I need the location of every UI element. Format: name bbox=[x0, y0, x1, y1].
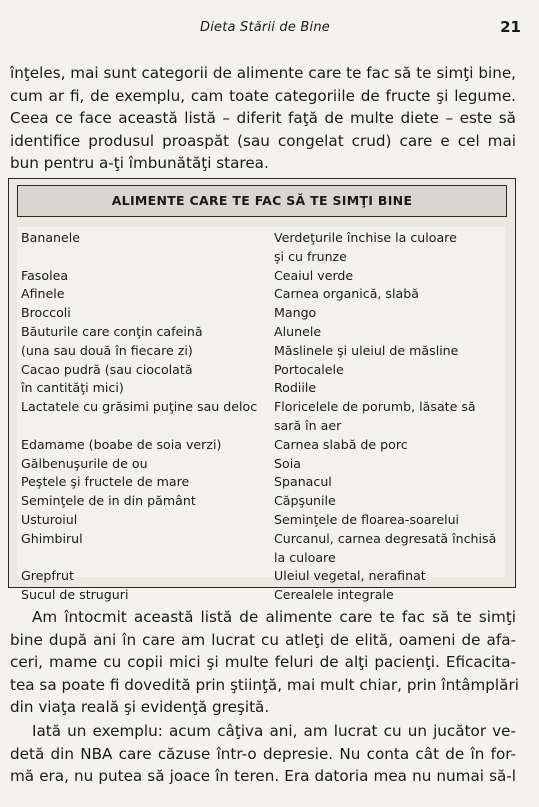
intro-paragraph bbox=[10, 62, 516, 175]
table-cell: Edamame (boabe de soia verzi) bbox=[21, 436, 222, 452]
table-cell: Peştele şi fructele de mare bbox=[21, 474, 190, 490]
table-body bbox=[17, 227, 505, 603]
table-cell: Rodiile bbox=[274, 380, 317, 396]
table-cell: Ghimbirul bbox=[21, 530, 83, 546]
table-cell: Căpşunile bbox=[274, 493, 336, 509]
table-cell: Soia bbox=[274, 455, 301, 471]
table-cell: Cerealele integrale bbox=[274, 587, 394, 603]
left-column bbox=[21, 229, 257, 605]
text-line: detă din NBA care căzuse într-o depresie. Nu conta cât de în for- bbox=[10, 744, 516, 763]
body-paragraph-2 bbox=[10, 720, 516, 788]
table-cell: Carnea organică, slabă bbox=[274, 286, 419, 302]
table-cell: şi cu frunze bbox=[274, 248, 347, 264]
table-cell: Floricelele de porumb, lăsate să bbox=[274, 399, 476, 415]
table-cell bbox=[21, 549, 257, 568]
table-cell: Carnea slabă de porc bbox=[274, 436, 408, 452]
text-line: înţeles, mai sunt categorii de alimente care te fac să te simţi bine, bbox=[10, 64, 516, 82]
text-line: identifice produsul proaspăt (sau congelat crud) care e cel mai bbox=[10, 131, 516, 150]
table-cell: Lactatele cu grăsimi puţine sau deloc bbox=[21, 399, 258, 415]
text-line: bun pentru a-ţi îmbunătăţi starea. bbox=[10, 154, 269, 173]
table-cell: Băuturile care conţin cafeină bbox=[21, 323, 203, 339]
text-line: Ceea ce face această listă – diferit faţă de multe diete – este să bbox=[10, 109, 516, 128]
table-cell: (una sau două în fiecare zi) bbox=[21, 342, 193, 358]
table-cell: Bananele bbox=[21, 230, 81, 245]
table-cell bbox=[21, 417, 257, 436]
table-cell: Afinele bbox=[21, 286, 65, 302]
table-cell: Fasolea bbox=[21, 267, 69, 283]
text-line: tea sa poate fi dovedită prin ştiinţă, mai mult chiar, prin întâmplări bbox=[10, 675, 519, 694]
table-cell: Grepfrut bbox=[21, 568, 74, 584]
table-cell: Cacao pudră (sau ciocolată bbox=[21, 361, 193, 377]
table-cell: Uleiul vegetal, nerafinat bbox=[274, 568, 426, 584]
text-line: ceri, mame cu copii mici şi multe feluri de alţi pacienţi. Eficacita- bbox=[10, 653, 516, 672]
table-cell: la culoare bbox=[274, 549, 336, 565]
running-title: Dieta Stării de Bine bbox=[200, 20, 330, 35]
table-cell: Verdeţurile închise la culoare bbox=[274, 230, 457, 245]
page-header bbox=[0, 20, 539, 42]
table-cell: Sucul de struguri bbox=[21, 587, 129, 603]
text-line: Iată un exemplu: acum câţiva ani, am lucrat cu un jucător ve- bbox=[32, 722, 516, 740]
table-cell: în cantităţi mici) bbox=[21, 380, 124, 396]
text-line: din viaţa reală şi evidenţă greşită. bbox=[10, 698, 270, 717]
table-cell: Curcanul, carnea degresată închisă bbox=[274, 530, 497, 546]
text-line: Am întocmit această listă de alimente care te fac să te simţi bbox=[32, 608, 516, 626]
table-cell: Usturoiul bbox=[21, 511, 78, 527]
table-cell: Seminţele de in din pământ bbox=[21, 493, 196, 509]
table-cell: Spanacul bbox=[274, 474, 332, 490]
table-cell: Măslinele şi uleiul de măsline bbox=[274, 342, 459, 358]
table-cell: Alunele bbox=[274, 323, 322, 339]
table-cell bbox=[21, 248, 257, 267]
table-cell: Mango bbox=[274, 305, 317, 321]
table-title-bar bbox=[17, 185, 507, 217]
text-line: cum ar fi, de exemplu, cam toate categoriile de fructe şi legume. bbox=[10, 86, 516, 105]
right-column bbox=[274, 229, 496, 605]
body-paragraph-1 bbox=[10, 606, 519, 719]
food-table bbox=[8, 178, 516, 603]
table-cell: Portocalele bbox=[274, 361, 344, 377]
table-cell: Seminţele de floarea-soarelui bbox=[274, 511, 460, 527]
text-line: bine după ani în care am lucrat cu atleţi de elită, oameni de afa- bbox=[10, 630, 516, 649]
page-number: 21 bbox=[500, 18, 521, 36]
text-line: mă era, nu putea să joace în teren. Era datoria mea nu numai să-l bbox=[10, 767, 516, 786]
table-cell: Gălbenuşurile de ou bbox=[21, 455, 148, 471]
table-title: ALIMENTE CARE TE FAC SĂ TE SIMŢI BINE bbox=[111, 193, 413, 208]
table-cell: sară în aer bbox=[274, 417, 342, 433]
table-cell: Broccoli bbox=[21, 305, 71, 321]
table-cell: Ceaiul verde bbox=[274, 267, 354, 283]
